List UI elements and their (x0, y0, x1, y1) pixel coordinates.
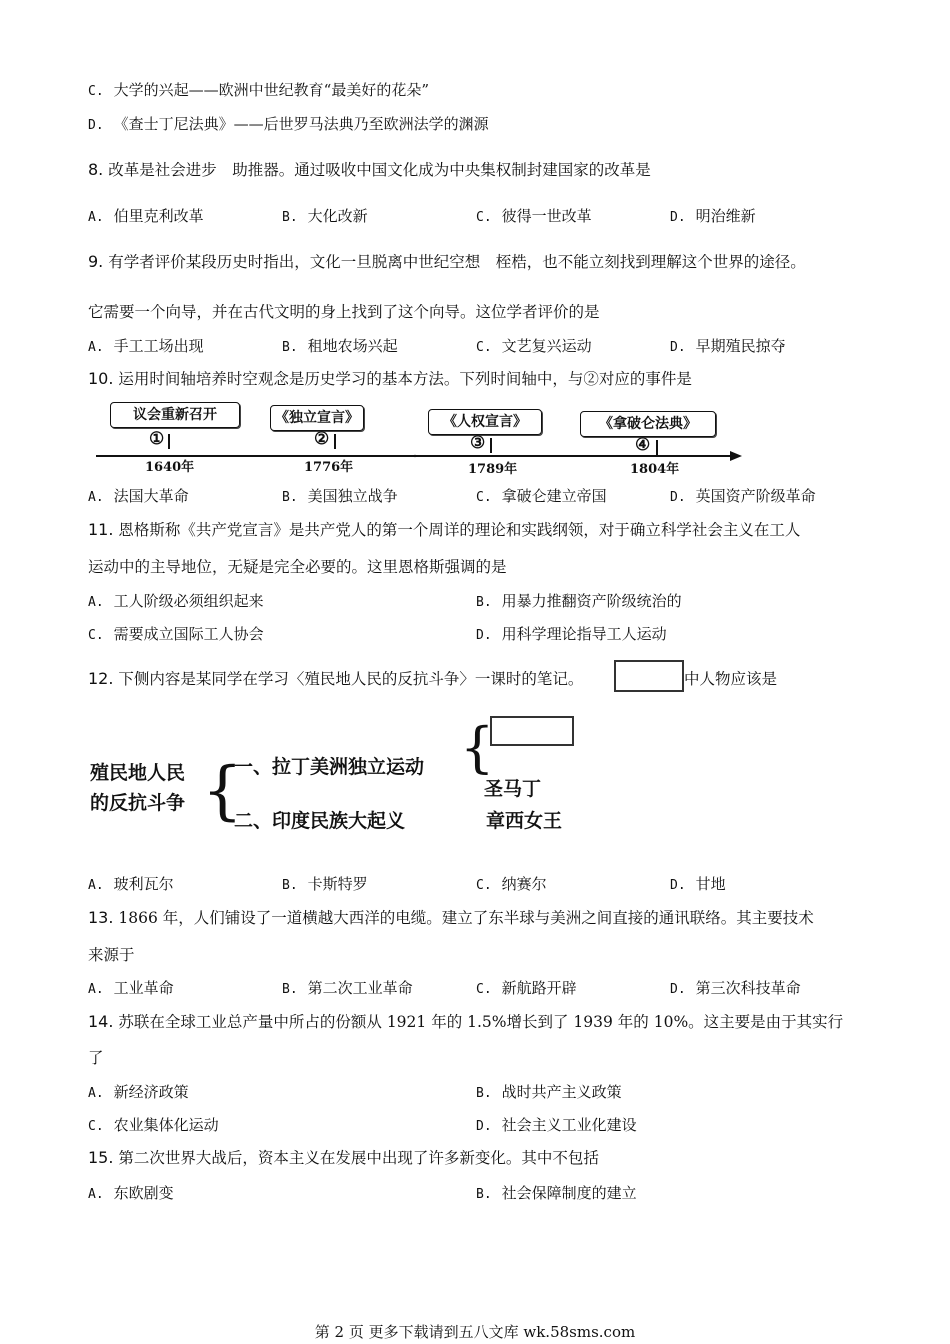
q11-option-b: B. 用暴力推翻资产阶级统治的 (476, 592, 682, 610)
question-text: 第二次世界大战后，资本主义在发展中出现了许多新变化。其中不包括 (118, 1149, 599, 1167)
q12-option-d: D. 甘地 (670, 875, 726, 893)
question-number: 10. (88, 369, 114, 388)
timeline-year-2: 1776年 (304, 460, 354, 475)
q8-option-c: C. 彼得一世改革 (476, 207, 592, 225)
question-text: 下侧内容是某同学在学习〈殖民地人民的反抗斗争〉一课时的笔记。 (118, 670, 584, 688)
option-text: 大学的兴起——欧洲中世纪教育“最美好的花朵” (113, 81, 429, 99)
timeline-marker-4: ④ (635, 435, 651, 455)
question-number: 13. (88, 908, 114, 927)
q11-option-d: D. 用科学理论指导工人运动 (476, 625, 667, 643)
question-text: 苏联在全球工业总产量中所占的份额从 1921 年的 1.5%增长到了 1939 年的 10%。这主要是由于其实行 (118, 1013, 844, 1031)
timeline-event-2: 《独立宣言》 (270, 405, 364, 431)
question-14-stem (88, 1012, 843, 1032)
question-text: 来源于 (88, 946, 135, 964)
page-footer: 第 2 页 更多下载请到五八文库 wk.58sms.com (314, 1323, 636, 1341)
notes-left-brace: { (202, 754, 243, 828)
q7-option-c (88, 80, 429, 102)
q9-option-b: B. 租地农场兴起 (282, 337, 398, 355)
option-letter: C. (88, 84, 104, 99)
question-14-stem-cont (88, 1048, 104, 1068)
timeline-tick (168, 434, 170, 449)
q10-option-d: D. 英国资产阶级革命 (670, 487, 816, 505)
q12-option-b: B. 卡斯特罗 (282, 875, 368, 893)
q8-option-d: D. 明治维新 (670, 207, 756, 225)
timeline-marker-1: ① (149, 429, 165, 449)
q13-option-c: C. 新航路开辟 (476, 979, 577, 997)
q9-option-c: C. 文艺复兴运动 (476, 337, 592, 355)
q8-option-b: B. 大化改新 (282, 207, 368, 225)
q15-option-b: B. 社会保障制度的建立 (476, 1184, 637, 1202)
option-text: 《查士丁尼法典》——后世罗马法典乃至欧洲法学的渊源 (113, 115, 489, 133)
question-number: 9. (88, 252, 104, 271)
q10-option-a: A. 法国大革命 (88, 487, 189, 505)
notes-root-line-1: 殖民地人民 (90, 762, 186, 784)
timeline-year-1: 1640年 (145, 460, 195, 475)
question-number: 12. (88, 669, 114, 688)
q13-option-a: A. 工业革命 (88, 979, 174, 997)
question-12-stem-end (684, 669, 777, 689)
q14-option-b: B. 战时共产主义政策 (476, 1083, 622, 1101)
option-letter: D. (88, 118, 104, 133)
timeline-tick (334, 434, 336, 449)
notes-branch-2: 二、印度民族大起义 (234, 810, 406, 832)
q10-option-b: B. 美国独立战争 (282, 487, 398, 505)
question-number: 15. (88, 1148, 114, 1167)
q12-option-c: C. 纳赛尔 (476, 875, 547, 893)
question-text: 运动中的主导地位，无疑是完全必要的。这里恩格斯强调的是 (88, 558, 507, 576)
question-8-stem (88, 160, 651, 180)
q14-option-d: D. 社会主义工业化建设 (476, 1116, 637, 1134)
question-number: 14. (88, 1012, 114, 1031)
question-number: 11. (88, 520, 114, 539)
notes-right-brace: { (460, 716, 495, 779)
q10-option-c: C. 拿破仑建立帝国 (476, 487, 607, 505)
question-text: 恩格斯称《共产党宣言》是共产党人的第一个周详的理论和实践纲领，对于确立科学社会主义在工人 (118, 521, 801, 539)
q11-option-a: A. 工人阶级必须组织起来 (88, 592, 264, 610)
question-text: 1866 年，人们铺设了一道横越大西洋的电缆。建立了东半球与美洲之间直接的通讯联络。其主要技术 (118, 909, 814, 927)
notes-leaf-1: 圣马丁 (484, 778, 542, 800)
q13-option-b: B. 第二次工业革命 (282, 979, 413, 997)
q11-option-c: C. 需要成立国际工人协会 (88, 625, 264, 643)
timeline-event-3: 《人权宣言》 (428, 409, 542, 435)
q14-option-c: C. 农业集体化运动 (88, 1116, 219, 1134)
question-text: 有学者评价某段历史时指出，文化一旦脱离中世纪空想 桎梏，也不能立刻找到理解这个世界的途径。 (108, 253, 806, 271)
question-text: 它需要一个向导，并在古代文明的身上找到了这个向导。这位学者评价的是 (88, 303, 600, 321)
timeline-tick (490, 438, 492, 453)
timeline-marker-3: ③ (470, 433, 486, 453)
q15-option-a: A. 东欧剧变 (88, 1184, 174, 1202)
question-10-stem (88, 369, 692, 389)
q9-option-a: A. 手工工场出现 (88, 337, 204, 355)
q7-option-d (88, 114, 489, 136)
q8-option-a: A. 伯里克利改革 (88, 207, 204, 225)
timeline-tick (656, 440, 658, 455)
q14-option-a: A. 新经济政策 (88, 1083, 189, 1101)
question-15-stem (88, 1148, 599, 1168)
timeline-year-3: 1789年 (468, 462, 518, 477)
question-11-stem (88, 520, 800, 540)
q12-option-a: A. 玻利瓦尔 (88, 875, 174, 893)
question-text: 中人物应该是 (684, 670, 778, 688)
answer-blank-box (614, 660, 684, 692)
question-11-stem-cont (88, 557, 507, 577)
notes-root-line-2: 的反抗斗争 (90, 792, 186, 814)
q13-option-d: D. 第三次科技革命 (670, 979, 801, 997)
question-9-stem-cont (88, 302, 600, 322)
notes-branch-1: 一、拉丁美洲独立运动 (234, 756, 425, 778)
question-number: 8. (88, 160, 104, 179)
question-text: 了 (88, 1049, 104, 1067)
question-text: 改革是社会进步 助推器。通过吸收中国文化成为中央集权制封建国家的改革是 (108, 161, 651, 179)
timeline-marker-2: ② (314, 429, 330, 449)
notes-blank-box (490, 716, 574, 746)
question-9-stem (88, 252, 806, 272)
notes-diagram (88, 710, 588, 840)
timeline-figure (90, 400, 750, 478)
q9-option-d: D. 早期殖民掠夺 (670, 337, 786, 355)
question-13-stem-cont (88, 945, 135, 965)
timeline-year-4: 1804年 (630, 462, 680, 477)
question-12-stem (88, 669, 583, 689)
question-13-stem (88, 908, 814, 928)
question-text: 运用时间轴培养时空观念是历史学习的基本方法。下列时间轴中，与②对应的事件是 (118, 370, 692, 388)
notes-leaf-2: 章西女王 (486, 810, 563, 832)
timeline-event-1: 议会重新召开 (110, 402, 240, 428)
timeline-event-4: 《拿破仑法典》 (580, 411, 716, 437)
